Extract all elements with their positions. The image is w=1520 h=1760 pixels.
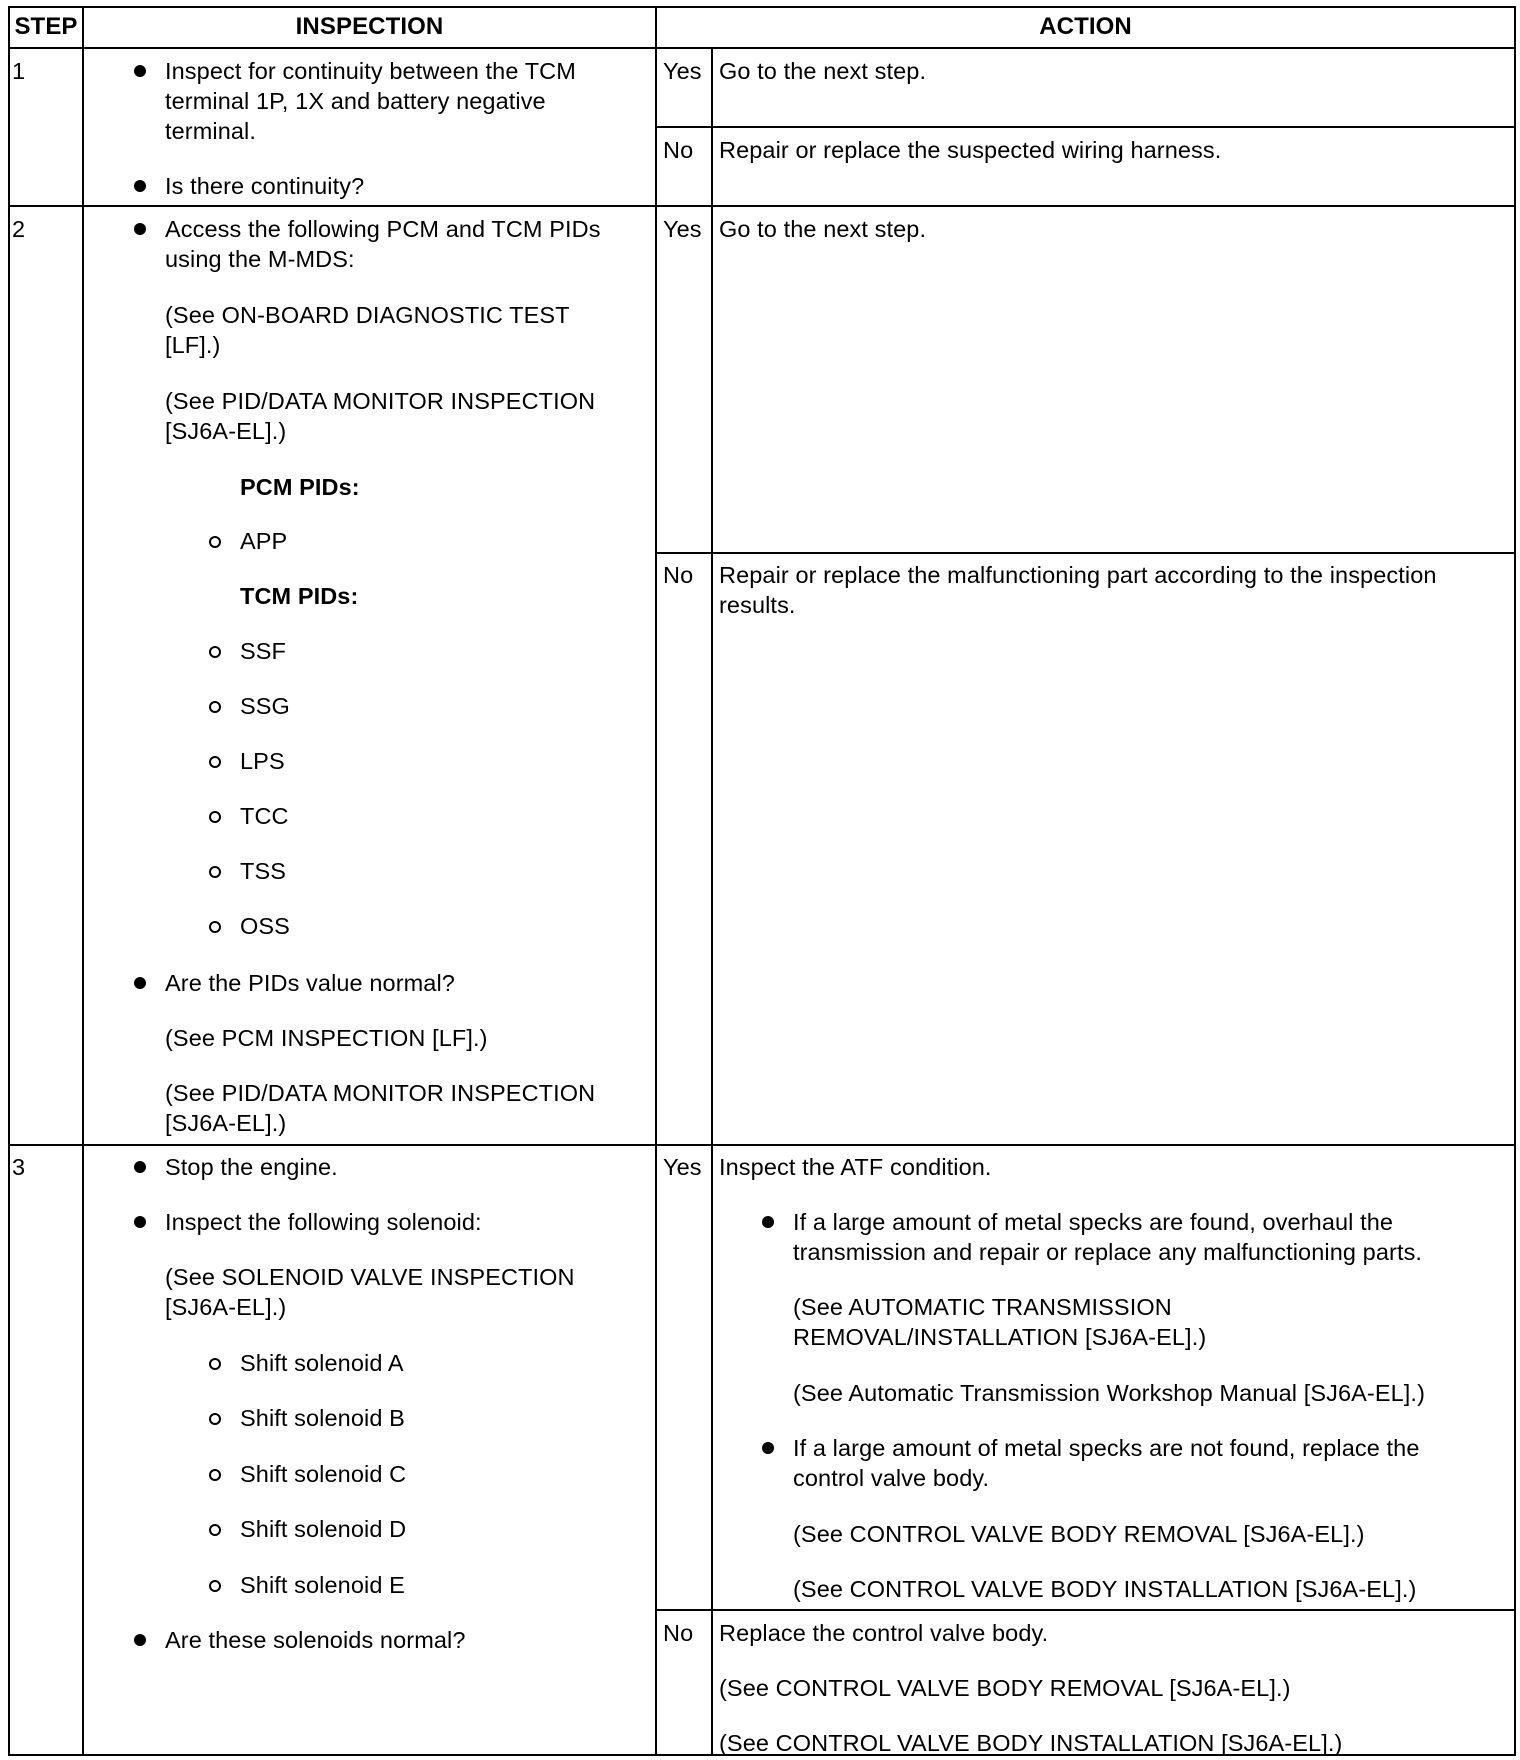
no-label: No [663, 1620, 694, 1646]
action-text: Go to the next step. [719, 58, 927, 84]
header-inspection: INSPECTION [295, 13, 444, 40]
no-label: No [663, 137, 694, 163]
reference-text: (See Automatic Transmission Workshop Manual [SJ6A-EL].) [793, 1380, 1425, 1406]
column-divider [82, 6, 84, 1756]
column-divider [711, 48, 713, 1756]
reference-text: (See PID/DATA MONITOR INSPECTION [SJ6A-EL].) [165, 388, 596, 444]
pid-item: TCC [240, 803, 289, 829]
step-number: 3 [12, 1154, 26, 1180]
pid-item: APP [240, 528, 288, 554]
inspection-item: Inspect for continuity between the TCM terminal 1P, 1X and battery negative terminal. [165, 58, 576, 144]
header-action: ACTION [1039, 13, 1132, 40]
pid-item: SSG [240, 693, 290, 719]
row-divider [8, 1144, 1516, 1146]
pid-group-heading: TCM PIDs: [240, 583, 359, 609]
step-number: 2 [12, 216, 26, 242]
inspection-item: Are these solenoids normal? [165, 1627, 466, 1653]
pid-item: TSS [240, 858, 287, 884]
reference-text: (See CONTROL VALVE BODY REMOVAL [SJ6A-EL].) [719, 1675, 1291, 1701]
reference-text: (See CONTROL VALVE BODY INSTALLATION [SJ6A-EL].) [793, 1576, 1417, 1602]
pid-item: SSF [240, 638, 287, 664]
no-label: No [663, 562, 694, 588]
reference-text: (See AUTOMATIC TRANSMISSION REMOVAL/INSTALLATION [SJ6A-EL].) [793, 1294, 1207, 1350]
reference-text: (See CONTROL VALVE BODY REMOVAL [SJ6A-EL].) [793, 1521, 1365, 1547]
action-text: Repair or replace the suspected wiring harness. [719, 137, 1222, 163]
solenoid-item: Shift solenoid E [240, 1572, 405, 1598]
inspection-item: Access the following PCM and TCM PIDs using the M-MDS: [165, 216, 601, 272]
pid-item: OSS [240, 913, 290, 939]
action-item: If a large amount of metal specks are not found, replace the control valve body. [793, 1435, 1420, 1491]
column-divider [655, 6, 657, 1756]
row-divider [655, 552, 1516, 554]
row-divider [655, 1609, 1516, 1611]
inspection-item: Inspect the following solenoid: [165, 1209, 482, 1235]
action-text: Replace the control valve body. [719, 1620, 1049, 1646]
action-item: If a large amount of metal specks are found, overhaul the transmission and repair or replace any malfunctioning parts. [793, 1209, 1423, 1265]
reference-text: (See SOLENOID VALVE INSPECTION [SJ6A-EL].) [165, 1264, 575, 1320]
yes-label: Yes [663, 58, 702, 84]
yes-label: Yes [663, 1154, 702, 1180]
inspection-item: Is there continuity? [165, 173, 365, 199]
reference-text: (See CONTROL VALVE BODY INSTALLATION [SJ6A-EL].) [719, 1730, 1343, 1756]
header-step: STEP [14, 13, 78, 40]
action-text: Go to the next step. [719, 216, 927, 242]
yes-label: Yes [663, 216, 702, 242]
row-divider [655, 126, 1516, 128]
pid-group-heading: PCM PIDs: [240, 474, 360, 500]
step-number: 1 [12, 58, 26, 84]
row-divider [8, 205, 1516, 207]
reference-text: (See PCM INSPECTION [LF].) [165, 1025, 488, 1051]
solenoid-item: Shift solenoid B [240, 1405, 405, 1431]
solenoid-item: Shift solenoid C [240, 1461, 407, 1487]
reference-text: (See PID/DATA MONITOR INSPECTION [SJ6A-EL].) [165, 1080, 596, 1136]
inspection-item: Stop the engine. [165, 1154, 338, 1180]
reference-text: (See ON-BOARD DIAGNOSTIC TEST [LF].) [165, 302, 570, 358]
solenoid-item: Shift solenoid D [240, 1516, 407, 1542]
solenoid-item: Shift solenoid A [240, 1350, 404, 1376]
row-divider [8, 47, 1516, 49]
action-text: Repair or replace the malfunctioning part according to the inspection results. [719, 562, 1437, 618]
action-text: Inspect the ATF condition. [719, 1154, 992, 1180]
pid-item: LPS [240, 748, 285, 774]
inspection-item: Are the PIDs value normal? [165, 970, 455, 996]
